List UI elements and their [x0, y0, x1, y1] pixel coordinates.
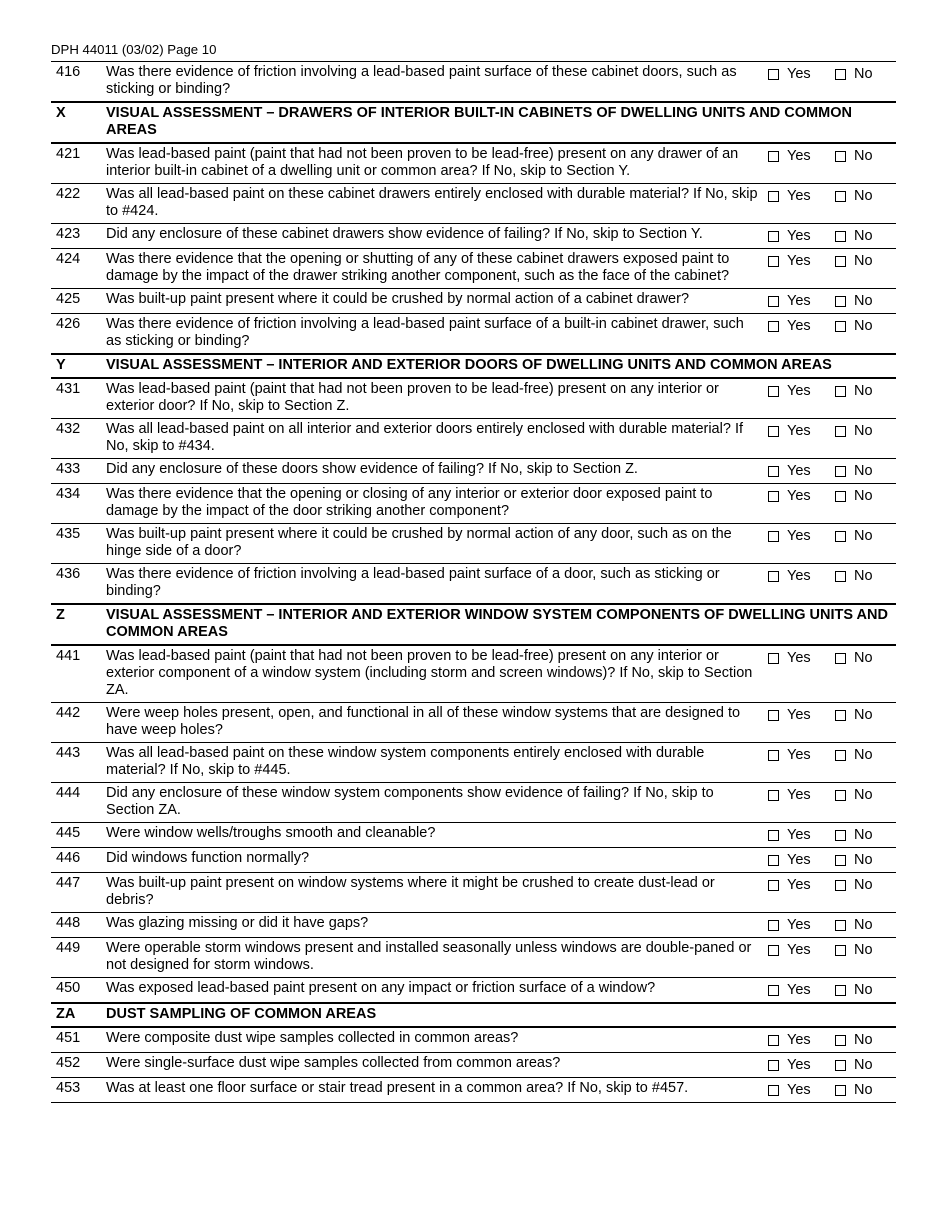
- yes-label: Yes: [787, 148, 811, 164]
- no-option[interactable]: [835, 1032, 896, 1049]
- question-row: [51, 418, 896, 458]
- no-label: No: [854, 982, 873, 998]
- yes-option[interactable]: [768, 463, 835, 480]
- no-checkbox[interactable]: [835, 69, 846, 80]
- question-text: Was built-up paint present on window systems where it might be crushed to create dust-lead or debris?: [106, 875, 715, 908]
- question-number: 443: [56, 745, 81, 761]
- yes-label: Yes: [787, 1057, 811, 1073]
- answer-options: [768, 291, 896, 310]
- yes-checkbox[interactable]: [768, 466, 779, 477]
- no-checkbox[interactable]: [835, 426, 846, 437]
- yes-label: Yes: [787, 852, 811, 868]
- section-header-row: [51, 101, 896, 142]
- answer-options: [768, 1080, 896, 1099]
- section-header-row: [51, 603, 896, 644]
- no-option[interactable]: [835, 528, 896, 545]
- no-option[interactable]: [835, 877, 896, 894]
- section-title: VISUAL ASSESSMENT – INTERIOR AND EXTERIOR DOORS OF DWELLING UNITS AND COMMON AREAS: [106, 357, 832, 373]
- question-number: 416: [56, 64, 81, 80]
- no-checkbox[interactable]: [835, 653, 846, 664]
- answer-options: [768, 486, 896, 505]
- no-checkbox[interactable]: [835, 880, 846, 891]
- no-label: No: [854, 747, 873, 763]
- no-option[interactable]: [835, 423, 896, 440]
- yes-option[interactable]: [768, 1032, 835, 1049]
- no-option[interactable]: [835, 568, 896, 585]
- no-label: No: [854, 293, 873, 309]
- question-row: [51, 782, 896, 822]
- no-option[interactable]: [835, 942, 896, 959]
- no-option[interactable]: [835, 253, 896, 270]
- yes-label: Yes: [787, 488, 811, 504]
- question-number: 422: [56, 186, 81, 202]
- question-text: Did any enclosure of these doors show evidence of failing? If No, skip to Section Z.: [106, 461, 638, 477]
- no-checkbox[interactable]: [835, 386, 846, 397]
- no-checkbox[interactable]: [835, 790, 846, 801]
- no-label: No: [854, 827, 873, 843]
- yes-option[interactable]: [768, 747, 835, 764]
- no-checkbox[interactable]: [835, 830, 846, 841]
- no-checkbox[interactable]: [835, 920, 846, 931]
- answer-options: [768, 566, 896, 585]
- yes-checkbox[interactable]: [768, 790, 779, 801]
- yes-label: Yes: [787, 383, 811, 399]
- yes-option[interactable]: [768, 293, 835, 310]
- question-number: 434: [56, 486, 81, 502]
- question-text: Were operable storm windows present and installed seasonally unless windows are double-paned or not designed for storm windows.: [106, 940, 752, 973]
- no-label: No: [854, 66, 873, 82]
- answer-options: [768, 64, 896, 83]
- yes-checkbox[interactable]: [768, 1085, 779, 1096]
- question-row: [51, 1026, 896, 1052]
- yes-label: Yes: [787, 827, 811, 843]
- section-title: DUST SAMPLING OF COMMON AREAS: [106, 1006, 377, 1022]
- no-checkbox[interactable]: [835, 1060, 846, 1071]
- question-text: Was lead-based paint (paint that had not been proven to be lead-free) present on any interior or exterior door? If No, skip to Section Z.: [106, 381, 719, 414]
- question-text: Were single-surface dust wipe samples collected from common areas?: [106, 1055, 561, 1071]
- yes-option[interactable]: [768, 568, 835, 585]
- yes-checkbox[interactable]: [768, 653, 779, 664]
- yes-checkbox[interactable]: [768, 920, 779, 931]
- yes-checkbox[interactable]: [768, 321, 779, 332]
- yes-option[interactable]: [768, 787, 835, 804]
- question-row: [51, 872, 896, 912]
- section-letter: Y: [56, 357, 66, 373]
- answer-options: [768, 526, 896, 545]
- question-text: Did any enclosure of these cabinet drawers show evidence of failing? If No, skip to Section Y.: [106, 226, 703, 242]
- yes-checkbox[interactable]: [768, 231, 779, 242]
- yes-option[interactable]: [768, 66, 835, 83]
- yes-label: Yes: [787, 787, 811, 803]
- no-checkbox[interactable]: [835, 1085, 846, 1096]
- question-row: [51, 313, 896, 353]
- question-row: [51, 183, 896, 223]
- no-option[interactable]: [835, 66, 896, 83]
- yes-checkbox[interactable]: [768, 296, 779, 307]
- question-text: Was lead-based paint (paint that had not been proven to be lead-free) present on any interior or exterior component of a window system (including storm and screen windows)? If No, skip to Section ZA.: [106, 648, 753, 698]
- question-text: Were composite dust wipe samples collected in common areas?: [106, 1030, 519, 1046]
- yes-option[interactable]: [768, 1082, 835, 1099]
- question-row: [51, 223, 896, 248]
- yes-checkbox[interactable]: [768, 855, 779, 866]
- question-number: 441: [56, 648, 81, 664]
- question-row: [51, 248, 896, 288]
- yes-label: Yes: [787, 66, 811, 82]
- question-row: [51, 377, 896, 418]
- question-number: 453: [56, 1080, 81, 1096]
- no-option[interactable]: [835, 463, 896, 480]
- yes-label: Yes: [787, 650, 811, 666]
- yes-checkbox[interactable]: [768, 750, 779, 761]
- answer-options: [768, 980, 896, 999]
- yes-checkbox[interactable]: [768, 491, 779, 502]
- no-option[interactable]: [835, 787, 896, 804]
- question-row: [51, 937, 896, 977]
- yes-option[interactable]: [768, 1057, 835, 1074]
- question-number: 448: [56, 915, 81, 931]
- yes-option[interactable]: [768, 423, 835, 440]
- no-option[interactable]: [835, 827, 896, 844]
- question-number: 445: [56, 825, 81, 841]
- no-option[interactable]: [835, 318, 896, 335]
- question-text: Was exposed lead-based paint present on any impact or friction surface of a window?: [106, 980, 656, 996]
- no-checkbox[interactable]: [835, 151, 846, 162]
- yes-checkbox[interactable]: [768, 386, 779, 397]
- question-number: 449: [56, 940, 81, 956]
- answer-options: [768, 251, 896, 270]
- question-row: [51, 61, 896, 101]
- answer-options: [768, 186, 896, 205]
- question-row: [51, 523, 896, 563]
- question-number: 435: [56, 526, 81, 542]
- yes-label: Yes: [787, 1032, 811, 1048]
- no-option[interactable]: [835, 852, 896, 869]
- no-label: No: [854, 568, 873, 584]
- answer-options: [768, 1055, 896, 1074]
- no-checkbox[interactable]: [835, 945, 846, 956]
- yes-label: Yes: [787, 942, 811, 958]
- question-row: [51, 912, 896, 937]
- no-option[interactable]: [835, 1057, 896, 1074]
- question-row: [51, 702, 896, 742]
- answer-options: [768, 705, 896, 724]
- yes-option[interactable]: [768, 528, 835, 545]
- yes-option[interactable]: [768, 488, 835, 505]
- table-bottom-rule: [51, 1102, 896, 1103]
- answer-options: [768, 915, 896, 934]
- question-row: [51, 977, 896, 1002]
- no-option[interactable]: [835, 917, 896, 934]
- question-text: Was built-up paint present where it could be crushed by normal action of a cabinet drawer?: [106, 291, 690, 307]
- question-text: Was all lead-based paint on these cabinet drawers entirely enclosed with durable material? If No, skip to #424.: [106, 186, 758, 219]
- question-number: 436: [56, 566, 81, 582]
- yes-option[interactable]: [768, 982, 835, 999]
- section-title: VISUAL ASSESSMENT – INTERIOR AND EXTERIOR WINDOW SYSTEM COMPONENTS OF DWELLING UNITS AND COMMON AREAS: [106, 607, 888, 640]
- no-label: No: [854, 228, 873, 244]
- yes-checkbox[interactable]: [768, 531, 779, 542]
- question-text: Were window wells/troughs smooth and cleanable?: [106, 825, 436, 841]
- question-number: 442: [56, 705, 81, 721]
- question-text: Was built-up paint present where it could be crushed by normal action of any door, such as on the hinge side of a door?: [106, 526, 732, 559]
- question-row: [51, 458, 896, 483]
- no-label: No: [854, 463, 873, 479]
- yes-checkbox[interactable]: [768, 1035, 779, 1046]
- yes-option[interactable]: [768, 318, 835, 335]
- no-checkbox[interactable]: [835, 491, 846, 502]
- question-number: 426: [56, 316, 81, 332]
- yes-option[interactable]: [768, 188, 835, 205]
- yes-option[interactable]: [768, 650, 835, 667]
- question-number: 431: [56, 381, 81, 397]
- yes-label: Yes: [787, 747, 811, 763]
- answer-options: [768, 825, 896, 844]
- question-number: 425: [56, 291, 81, 307]
- answer-options: [768, 421, 896, 440]
- no-label: No: [854, 877, 873, 893]
- yes-option[interactable]: [768, 148, 835, 165]
- no-checkbox[interactable]: [835, 231, 846, 242]
- yes-label: Yes: [787, 528, 811, 544]
- no-label: No: [854, 707, 873, 723]
- no-option[interactable]: [835, 228, 896, 245]
- yes-option[interactable]: [768, 228, 835, 245]
- question-number: 432: [56, 421, 81, 437]
- question-row: [51, 1077, 896, 1102]
- no-option[interactable]: [835, 982, 896, 999]
- yes-checkbox[interactable]: [768, 151, 779, 162]
- question-text: Did windows function normally?: [106, 850, 310, 866]
- yes-label: Yes: [787, 253, 811, 269]
- answer-options: [768, 850, 896, 869]
- no-option[interactable]: [835, 148, 896, 165]
- no-label: No: [854, 1032, 873, 1048]
- yes-checkbox[interactable]: [768, 1060, 779, 1071]
- yes-option[interactable]: [768, 877, 835, 894]
- question-row: [51, 847, 896, 872]
- yes-option[interactable]: [768, 827, 835, 844]
- question-number: 424: [56, 251, 81, 267]
- answer-options: [768, 381, 896, 400]
- question-text: Was there evidence of friction involving a lead-based paint surface of a door, such as sticking or binding?: [106, 566, 720, 599]
- no-label: No: [854, 852, 873, 868]
- no-checkbox[interactable]: [835, 321, 846, 332]
- no-checkbox[interactable]: [835, 710, 846, 721]
- no-option[interactable]: [835, 488, 896, 505]
- no-checkbox[interactable]: [835, 256, 846, 267]
- question-row: [51, 288, 896, 313]
- section-letter: ZA: [56, 1006, 76, 1022]
- answer-options: [768, 316, 896, 335]
- yes-checkbox[interactable]: [768, 985, 779, 996]
- no-checkbox[interactable]: [835, 466, 846, 477]
- no-option[interactable]: [835, 747, 896, 764]
- answer-options: [768, 146, 896, 165]
- yes-option[interactable]: [768, 707, 835, 724]
- yes-option[interactable]: [768, 917, 835, 934]
- no-option[interactable]: [835, 650, 896, 667]
- answer-options: [768, 940, 896, 959]
- yes-label: Yes: [787, 707, 811, 723]
- no-label: No: [854, 383, 873, 399]
- question-number: 446: [56, 850, 81, 866]
- no-checkbox[interactable]: [835, 985, 846, 996]
- question-row: [51, 483, 896, 523]
- answer-options: [768, 226, 896, 245]
- no-checkbox[interactable]: [835, 191, 846, 202]
- yes-label: Yes: [787, 188, 811, 204]
- yes-label: Yes: [787, 423, 811, 439]
- no-checkbox[interactable]: [835, 1035, 846, 1046]
- section-header-row: [51, 353, 896, 377]
- section-header-row: [51, 1002, 896, 1026]
- question-number: 452: [56, 1055, 81, 1071]
- no-label: No: [854, 917, 873, 933]
- no-option[interactable]: [835, 707, 896, 724]
- no-option[interactable]: [835, 1082, 896, 1099]
- no-label: No: [854, 528, 873, 544]
- no-checkbox[interactable]: [835, 855, 846, 866]
- no-checkbox[interactable]: [835, 531, 846, 542]
- question-number: 450: [56, 980, 81, 996]
- question-text: Was there evidence that the opening or closing of any interior or exterior door exposed paint to damage by the impact of the door striking another component?: [106, 486, 713, 519]
- question-text: Was all lead-based paint on all interior and exterior doors entirely enclosed with durable material? If No, skip to #434.: [106, 421, 743, 454]
- yes-option[interactable]: [768, 942, 835, 959]
- question-number: 433: [56, 461, 81, 477]
- question-text: Was glazing missing or did it have gaps?: [106, 915, 369, 931]
- question-text: Was at least one floor surface or stair tread present in a common area? If No, skip to #457.: [106, 1080, 689, 1096]
- answer-options: [768, 785, 896, 804]
- answer-options: [768, 1030, 896, 1049]
- question-row: [51, 1052, 896, 1077]
- no-checkbox[interactable]: [835, 571, 846, 582]
- question-text: Did any enclosure of these window system components show evidence of failing? If No, skip to Section ZA.: [106, 785, 714, 818]
- yes-checkbox[interactable]: [768, 191, 779, 202]
- no-label: No: [854, 188, 873, 204]
- question-number: 423: [56, 226, 81, 242]
- yes-label: Yes: [787, 917, 811, 933]
- no-label: No: [854, 488, 873, 504]
- no-label: No: [854, 787, 873, 803]
- question-text: Were weep holes present, open, and functional in all of these window systems that are designed to have weep holes?: [106, 705, 741, 738]
- question-text: Was there evidence that the opening or shutting of any of these cabinet drawers exposed paint to damage by the impact of the drawer striking another component, such as the face of the cabinet?: [106, 251, 730, 284]
- yes-checkbox[interactable]: [768, 69, 779, 80]
- question-row: [51, 644, 896, 702]
- answer-options: [768, 875, 896, 894]
- question-row: [51, 742, 896, 782]
- yes-checkbox[interactable]: [768, 830, 779, 841]
- yes-label: Yes: [787, 293, 811, 309]
- yes-label: Yes: [787, 877, 811, 893]
- answer-options: [768, 745, 896, 764]
- yes-checkbox[interactable]: [768, 880, 779, 891]
- no-option[interactable]: [835, 293, 896, 310]
- no-label: No: [854, 650, 873, 666]
- question-row: [51, 822, 896, 847]
- yes-checkbox[interactable]: [768, 710, 779, 721]
- yes-label: Yes: [787, 1082, 811, 1098]
- no-label: No: [854, 942, 873, 958]
- question-text: Was lead-based paint (paint that had not been proven to be lead-free) present on any drawer of an interior built-in cabinet of a dwelling unit or common area? If No, skip to Section Y.: [106, 146, 739, 179]
- question-number: 421: [56, 146, 81, 162]
- question-text: Was all lead-based paint on these window system components entirely enclosed with durable material? If No, skip to #445.: [106, 745, 705, 778]
- question-text: Was there evidence of friction involving a lead-based paint surface of a built-in cabinet drawer, such as sticking or binding?: [106, 316, 744, 349]
- yes-option[interactable]: [768, 852, 835, 869]
- yes-checkbox[interactable]: [768, 256, 779, 267]
- question-number: 447: [56, 875, 81, 891]
- no-checkbox[interactable]: [835, 750, 846, 761]
- answer-options: [768, 461, 896, 480]
- no-option[interactable]: [835, 188, 896, 205]
- section-title: VISUAL ASSESSMENT – DRAWERS OF INTERIOR BUILT-IN CABINETS OF DWELLING UNITS AND COMMON AREAS: [106, 105, 852, 138]
- yes-label: Yes: [787, 463, 811, 479]
- no-label: No: [854, 318, 873, 334]
- no-label: No: [854, 1082, 873, 1098]
- yes-checkbox[interactable]: [768, 426, 779, 437]
- no-checkbox[interactable]: [835, 296, 846, 307]
- no-label: No: [854, 148, 873, 164]
- page-header: DPH 44011 (03/02) Page 10: [51, 42, 217, 57]
- question-row: [51, 142, 896, 183]
- yes-option[interactable]: [768, 253, 835, 270]
- yes-checkbox[interactable]: [768, 571, 779, 582]
- no-label: No: [854, 423, 873, 439]
- yes-label: Yes: [787, 568, 811, 584]
- no-option[interactable]: [835, 383, 896, 400]
- question-row: [51, 563, 896, 603]
- section-letter: X: [56, 105, 66, 121]
- no-label: No: [854, 253, 873, 269]
- question-number: 444: [56, 785, 81, 801]
- yes-label: Yes: [787, 228, 811, 244]
- yes-label: Yes: [787, 318, 811, 334]
- answer-options: [768, 648, 896, 667]
- questionnaire-table: [51, 61, 896, 1103]
- section-letter: Z: [56, 607, 65, 623]
- yes-option[interactable]: [768, 383, 835, 400]
- question-number: 451: [56, 1030, 81, 1046]
- yes-checkbox[interactable]: [768, 945, 779, 956]
- yes-label: Yes: [787, 982, 811, 998]
- question-text: Was there evidence of friction involving a lead-based paint surface of these cabinet doors, such as sticking or binding?: [106, 64, 737, 97]
- no-label: No: [854, 1057, 873, 1073]
